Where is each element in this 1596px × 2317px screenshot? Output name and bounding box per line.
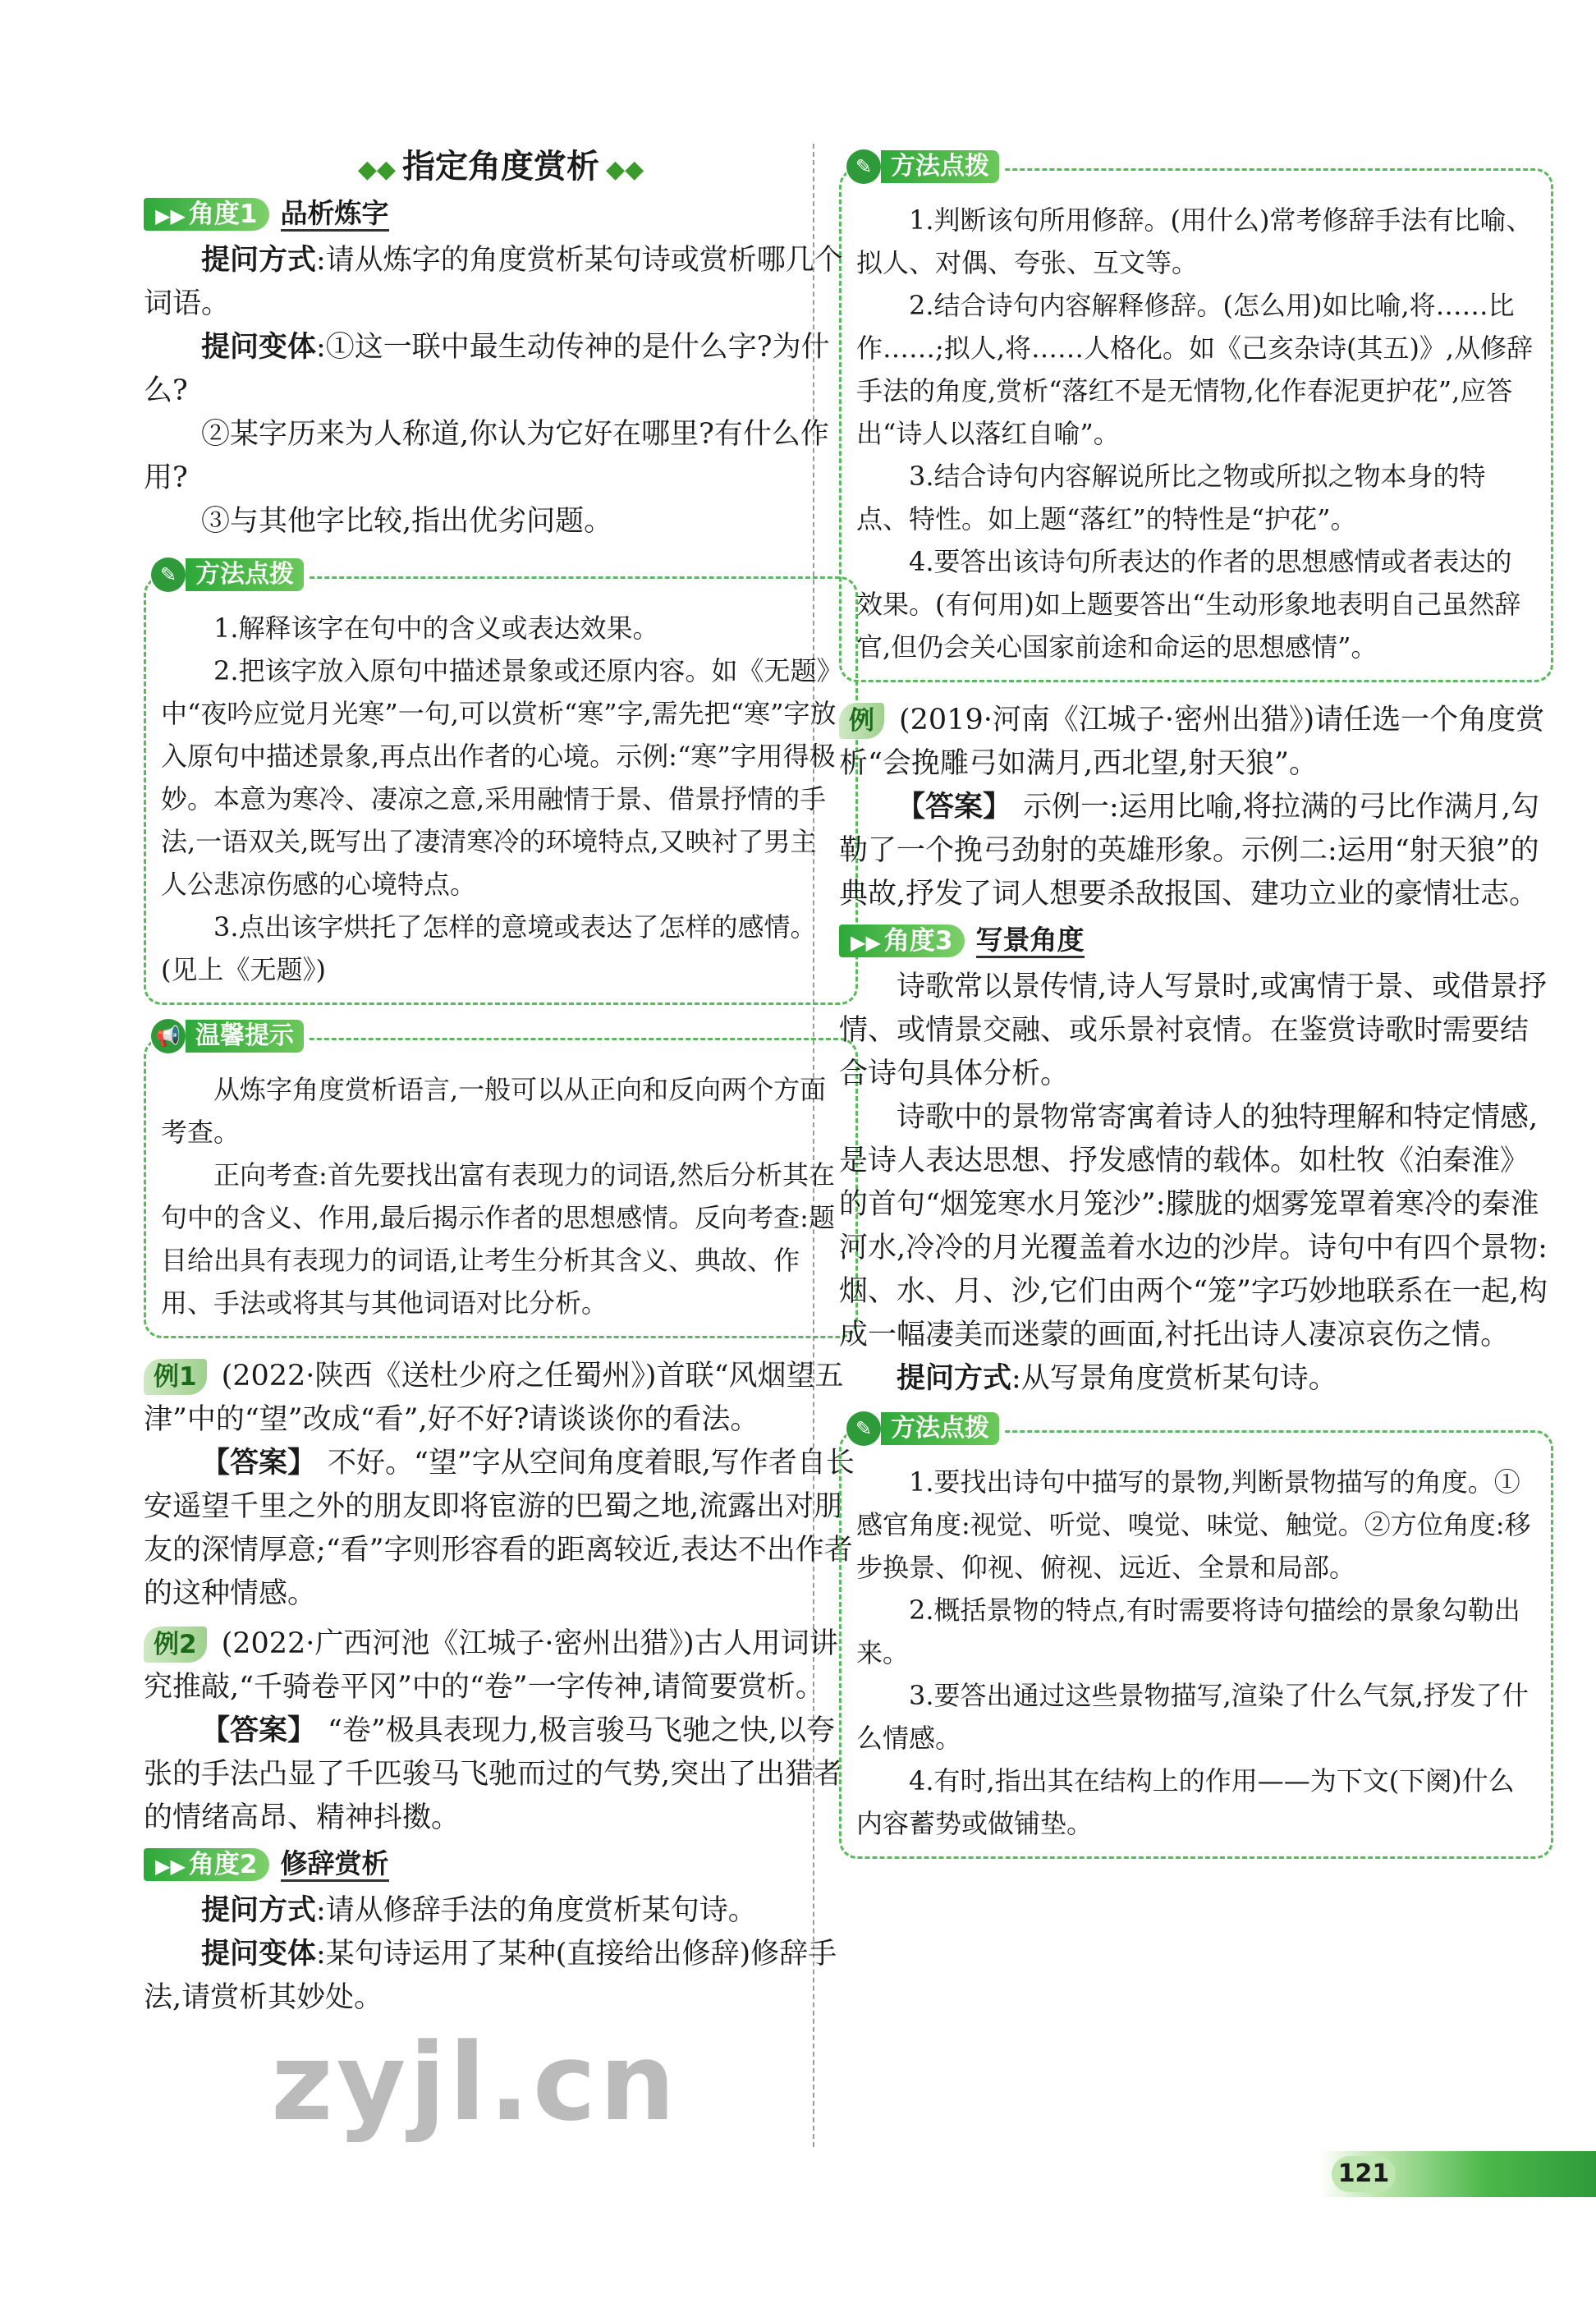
tip-paragraph-1: 从炼字角度赏析语言,一般可以从正向和反向两个方面考查。 [161, 1074, 827, 1148]
right-column [839, 144, 1553, 1875]
method-box-title: 方法点拨 [881, 150, 999, 183]
question-way-text: :从写景角度赏析某句诗。 [1011, 1362, 1337, 1395]
angle1-heading [144, 195, 858, 234]
megaphone-icon: 📢 [151, 1019, 186, 1053]
example-1-answer [144, 1442, 858, 1616]
section-title-text: 指定角度赏析 [402, 148, 599, 186]
method-point-2: 2.概括景物的特点,有时需要将诗句描绘的景象勾勒出来。 [856, 1594, 1520, 1668]
method-point-2: 2.把该字放入原句中描述景象或还原内容。如《无题》中“夜吟应觉月光寒”一句,可以赏析“寒”字,需先把“寒”字放入原句中描述景象,再点出作者的心境。示例:“寒”字用得极妙。本意为寒冷、凄凉之意,采用融情于景、借景抒情的手法,一语双关,既写出了凄清寒冷的环境特点,又映衬了男主人公悲凉伤感的心境特点。 [161, 655, 837, 900]
method-point-1: 1.解释该字在句中的含义或表达效果。 [213, 613, 659, 644]
method-box-title: 方法点拨 [881, 1412, 999, 1445]
pencil-icon: ✎ [846, 149, 881, 184]
scenery-paragraph-1: 诗歌常以景传情,诗人写景时,或寓情于景、或借景抒情、或情景交融、或乐景衬哀情。在鉴赏诗歌时需要结合诗句具体分析。 [839, 970, 1548, 1090]
method-point-3: 3.点出该字烘托了怎样的意境或表达了怎样的感情。(见上《无题》) [161, 911, 817, 985]
example-3-answer [839, 786, 1553, 916]
answer-label: 【答案】 [201, 1714, 317, 1747]
method-point-4: 4.要答出该诗句所表达的作者的思想感情或者表达的效果。(有何用)如上题要答出“生动形象地表明自己虽然辞官,但仍会关心国家前途和命运的思想感情”。 [856, 546, 1521, 663]
example-1-text: (2022·陕西《送杜少府之任蜀州》)首联“风烟望五津”中的“望”改成“看”,好不好?请谈谈你的看法。 [144, 1360, 844, 1436]
question-way [144, 239, 858, 326]
angle1-label: 品析炼字 [281, 198, 389, 232]
question-variant [144, 326, 858, 413]
angle2-tag-text: 角度2 [188, 1850, 258, 1879]
method-box-1 [144, 560, 858, 1005]
method-box-header [846, 149, 1004, 184]
question-variant-3: ③与其他字比较,指出优劣问题。 [201, 505, 613, 538]
angle1-tag-text: 角度1 [188, 200, 258, 229]
section-title [144, 144, 858, 190]
example-2-answer [144, 1709, 858, 1840]
double-arrow-icon: ▶▶ [155, 1855, 186, 1878]
question-way-text: :请从炼字的角度赏析某句诗或赏析哪几个词语。 [144, 244, 843, 320]
question-variant-4 [144, 1933, 858, 2020]
method-box-3 [839, 1414, 1553, 1859]
tip-paragraph-2: 正向考查:首先要找出富有表现力的词语,然后分析其在句中的含义、作用,最后揭示作者的思想感情。反向考查:题目给出具有表现力的词语,让考生分析其含义、典故、作用、手法或将其与其他词语对比分析。 [161, 1159, 835, 1319]
question-way-label: 提问方式 [201, 244, 317, 277]
question-variant-text: :某句诗运用了某种(直接给出修辞)修辞手法,请赏析其妙处。 [144, 1938, 837, 2014]
question-variant-2: ②某字历来为人称道,你认为它好在哪里?有什么作用? [144, 418, 829, 494]
diamond-right-icon: ◆◆ [606, 155, 644, 184]
angle2-label: 修辞赏析 [281, 1848, 389, 1882]
example-3-text: (2019·河南《江城子·密州出猎》)请任选一个角度赏析“会挽雕弓如满月,西北望,射天狼”。 [839, 704, 1545, 780]
example-1-tag: 例1 [144, 1359, 207, 1395]
method-box-header [151, 557, 309, 592]
example-2 [144, 1622, 858, 1709]
method-box-header [846, 1411, 1004, 1446]
angle1-tag [144, 198, 269, 231]
angle3-label: 写景角度 [976, 925, 1085, 958]
page-number-bar [1320, 2151, 1596, 2197]
tip-box-header [151, 1019, 309, 1053]
tip-box-title: 温馨提示 [186, 1020, 304, 1053]
method-point-2: 2.结合诗句内容解释修辞。(怎么用)如比喻,将……比作……;拟人,将……人格化。如《己亥杂诗(其五)》,从修辞手法的角度,赏析“落红不是无情物,化作春泥更护花”,应答出“诗人以落红自喻”。 [856, 290, 1534, 449]
method-point-3: 3.要答出通过这些景物描写,渲染了什么气氛,抒发了什么情感。 [856, 1680, 1529, 1754]
diamond-left-icon: ◆◆ [357, 155, 396, 184]
question-way-label: 提问方式 [897, 1362, 1012, 1395]
page-number: 121 [1332, 2156, 1396, 2192]
angle3-tag [839, 925, 965, 957]
answer-text: 不好。“望”字从空间角度着眼,写作者自长安遥望千里之外的朋友即将宦游的巴蜀之地,流露出对朋友的深情厚意;“看”字则形容看的距离较近,表达不出作者的这种情感。 [144, 1447, 855, 1610]
double-arrow-icon: ▶▶ [155, 204, 186, 227]
example-3 [839, 699, 1553, 786]
left-column [144, 144, 858, 2020]
answer-label: 【答案】 [897, 791, 1012, 824]
angle2-heading [144, 1845, 858, 1884]
example-3-tag: 例 [839, 703, 884, 739]
watermark: zyjl.cn [271, 2020, 679, 2145]
question-variant-label: 提问变体 [201, 331, 317, 364]
angle3-tag-text: 角度3 [883, 926, 953, 956]
double-arrow-icon: ▶▶ [851, 931, 881, 954]
method-point-1: 1.要找出诗句中描写的景物,判断景物描写的角度。①感官角度:视觉、听觉、嗅觉、味觉、触觉。②方位角度:移步换景、仰视、俯视、远近、全景和局部。 [856, 1466, 1531, 1583]
angle3-heading [839, 921, 1553, 961]
method-point-3: 3.结合诗句内容解说所比之物或所拟之物本身的特点、特性。如上题“落红”的特性是“护花”。 [856, 461, 1486, 535]
pencil-icon: ✎ [151, 557, 186, 592]
method-point-1: 1.判断该句所用修辞。(用什么)常考修辞手法有比喻、拟人、对偶、夸张、互文等。 [856, 204, 1533, 278]
example-2-tag: 例2 [144, 1626, 207, 1663]
question-variant-text: :①这一联中最生动传神的是什么字?为什么? [144, 331, 830, 407]
method-box-title: 方法点拨 [186, 558, 304, 591]
question-way-3 [839, 1357, 1553, 1401]
question-way-2 [144, 1889, 858, 1933]
answer-text: “卷”极具表现力,极言骏马飞驰之快,以夸张的手法凸显了千匹骏马飞驰而过的气势,突出了出猎者的情绪高昂、精神抖擞。 [144, 1714, 843, 1834]
answer-text: 示例一:运用比喻,将拉满的弓比作满月,勾勒了一个挽弓劲射的英雄形象。示例二:运用“射天狼”的典故,抒发了词人想要杀敌报国、建功立业的豪情壮志。 [839, 791, 1540, 911]
tip-box [144, 1021, 858, 1338]
example-1 [144, 1355, 858, 1442]
method-box-2 [839, 152, 1553, 682]
question-way-label: 提问方式 [201, 1894, 317, 1927]
method-point-4: 4.有时,指出其在结构上的作用——为下文(下阕)什么内容蓄势或做铺垫。 [856, 1765, 1515, 1839]
angle2-tag [144, 1848, 269, 1881]
answer-label: 【答案】 [201, 1447, 317, 1480]
scenery-paragraph-2: 诗歌中的景物常寄寓着诗人的独特理解和特定情感,是诗人表达思想、抒发感情的载体。如杜牧《泊秦淮》的首句“烟笼寒水月笼沙”:朦胧的烟雾笼罩着寒冷的秦淮河水,冷冷的月光覆盖着水边的沙岸。诗句中有四个景物:烟、水、月、沙,它们由两个“笼”字巧妙地联系在一起,构成一幅凄美而迷蒙的画面,衬托出诗人凄凉哀伤之情。 [839, 1101, 1548, 1351]
question-way-text: :请从修辞手法的角度赏析某句诗。 [316, 1894, 757, 1927]
pencil-icon: ✎ [846, 1411, 881, 1446]
example-2-text: (2022·广西河池《江城子·密州出猎》)古人用词讲究推敲,“千骑卷平冈”中的“卷”一字传神,请简要赏析。 [144, 1627, 838, 1704]
question-variant-label: 提问变体 [201, 1938, 317, 1971]
